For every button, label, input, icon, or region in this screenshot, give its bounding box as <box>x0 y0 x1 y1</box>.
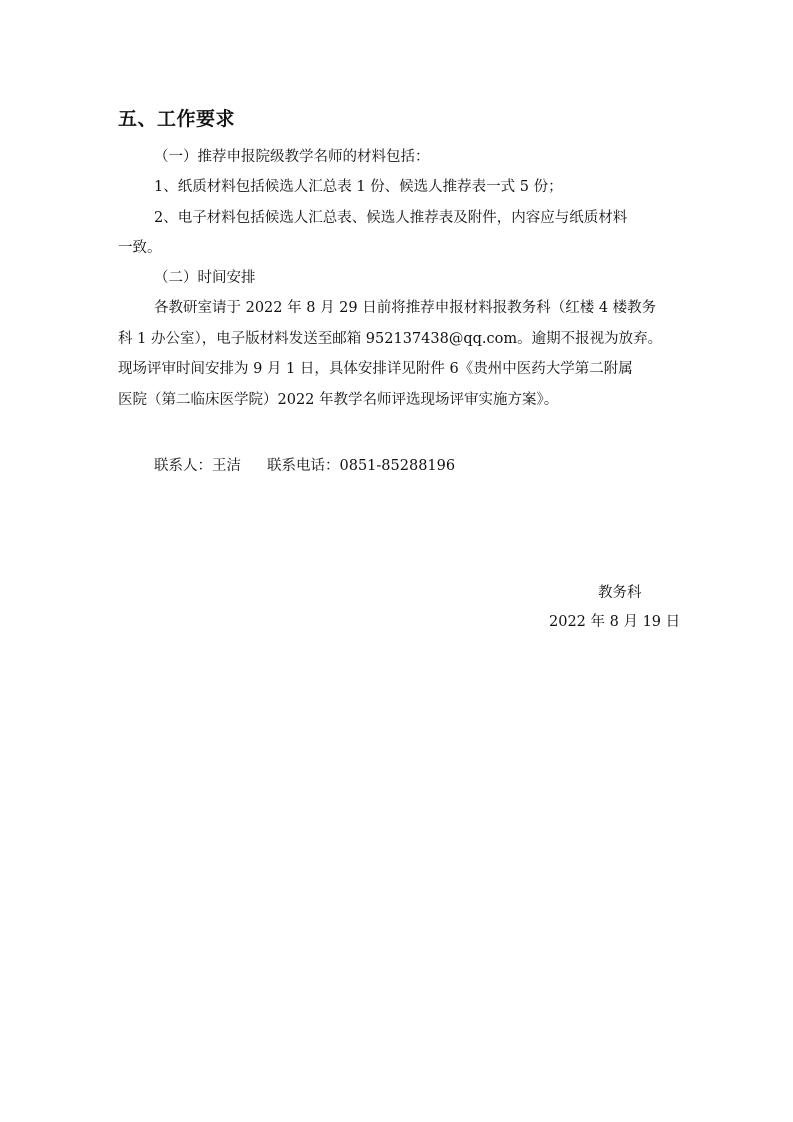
materials-item-2-line-1: 2、电子材料包括候选人汇总表、候选人推荐表及附件，内容应与纸质材料 <box>154 210 628 226</box>
contact-phone: 联系电话：0851-85288196 <box>267 458 456 474</box>
contact-person: 联系人：王洁 <box>154 458 241 474</box>
signature-department: 教务科 <box>598 585 642 601</box>
materials-item-2-line-2: 一致。 <box>118 240 162 256</box>
schedule-paragraph-line-3: 现场评审时间安排为 9 月 1 日，具体安排详见附件 6《贵州中医药大学第二附属 <box>118 361 633 377</box>
materials-subheading: （一）推荐申报院级教学名师的材料包括： <box>154 149 430 165</box>
contact-info <box>154 456 455 476</box>
materials-item-1: 1、纸质材料包括候选人汇总表 1 份、候选人推荐表一式 5 份； <box>154 179 563 195</box>
schedule-paragraph-line-1: 各教研室请于 2022 年 8 月 29 日前将推荐申报材料报教务科（红楼 4 楼教务 <box>154 300 657 316</box>
section-heading: 五、工作要求 <box>118 108 236 130</box>
schedule-paragraph-line-2: 科 1 办公室），电子版材料发送至邮箱 952137438@qq.com。逾期不报视为放弃。 <box>118 331 663 347</box>
signature-date: 2022 年 8 月 19 日 <box>549 614 681 630</box>
schedule-subheading: （二）时间安排 <box>154 270 256 286</box>
schedule-paragraph-line-4: 医院（第二临床医学院）2022 年教学名师评选现场评审实施方案》。 <box>118 392 559 408</box>
